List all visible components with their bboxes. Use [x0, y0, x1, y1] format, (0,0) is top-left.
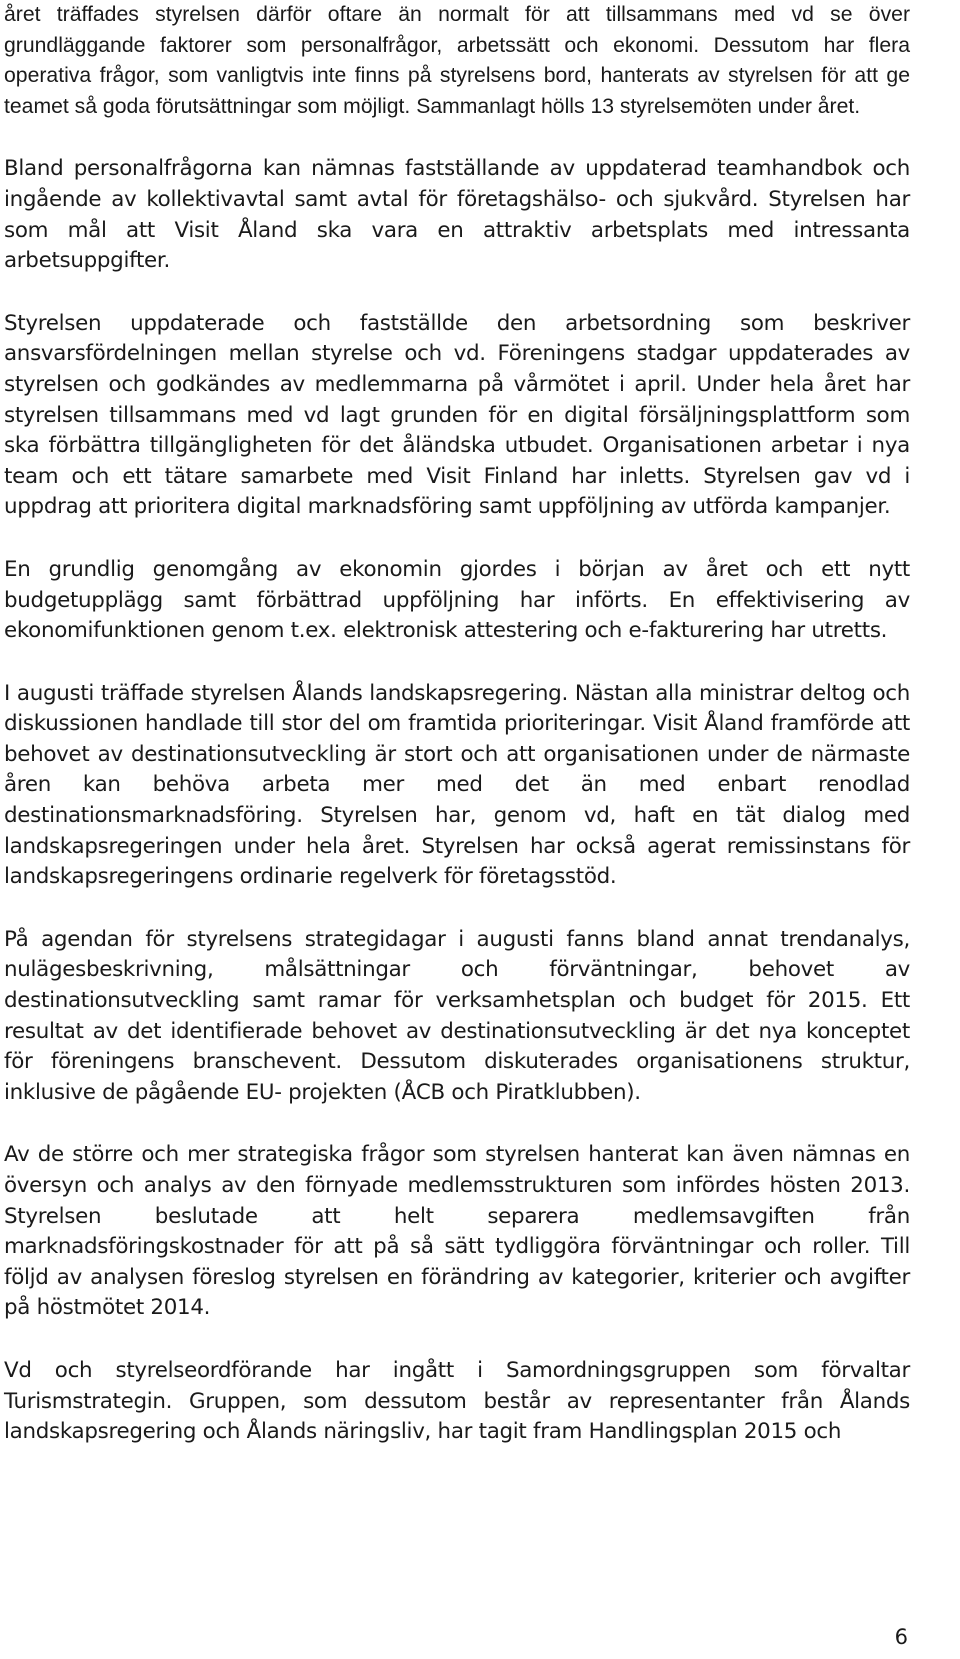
paragraph-economy-review: [4, 555, 910, 647]
page-number: 6: [894, 1625, 908, 1649]
text-segment: Ett resultat av det identifierade behovet av destinationsutveckling är det nya konceptet för föreningens branschevent.: [4, 988, 910, 1075]
text-segment: Under hela året har styrelsen tillsammans med vd lagt grunden för en digital försäljningsplattform som ska förbättra tillgängligheten för det åländska utbudet.: [4, 371, 910, 459]
text-segment: Organisationen arbetar i nya team och ett tätare samarbete med Visit Finland har inletts.: [4, 433, 910, 489]
paragraph-membership-structure: [4, 1140, 910, 1324]
text-segment: Av de större och mer strategiska frågor som styrelsen hanterat kan även nämnas en översyn och analys av den förnyade medlemsstrukturen som infördes hösten 2013.: [4, 1142, 910, 1198]
text-segment: Styrelsen uppdaterade och fastställde den arbetsordning som beskriver ansvarsfördelningen mellan styrelse och vd.: [4, 310, 910, 367]
paragraph-personnel-issues: [4, 154, 910, 276]
paragraph-government-meeting: [4, 679, 910, 893]
paragraph-board-meetings: [4, 0, 910, 122]
text-segment: året träffades styrelsen därför oftare än normalt för att tillsammans med vd se över grundläggande faktorer som personalfrågor, arbetssätt och ekonomi. Dessutom har flera operativa frågor, som vanligtvis inte finns på styrelsens bord, hanterats av styrelsen för att ge teamet så goda förutsättningar som möjligt.: [4, 3, 910, 118]
text-segment: Styrelsen har som mål att Visit Åland ska vara en attraktiv arbetsplats med intressanta arbetsuppgifter.: [4, 186, 910, 274]
document-page: [4, 0, 910, 1448]
paragraph-work-order: [4, 309, 910, 523]
text-segment: Vd och styrelseordförande har ingått i Samordningsgruppen som förvaltar Turismstrategin.: [4, 1357, 910, 1414]
text-segment: I augusti träffade styrelsen Ålands landskapsregering.: [4, 680, 575, 706]
text-segment: Styrelsen gav vd i uppdrag att prioritera digital marknadsföring samt uppföljning av utförda kampanjer.: [4, 463, 911, 520]
paragraph-coordination-group: [4, 1356, 910, 1448]
text-segment: Nästan alla ministrar deltog och diskussionen handlade till stor del om framtida prioriteringar.: [4, 680, 910, 737]
text-segment: Styrelsen beslutade att helt separera medlemsavgiften från marknadsföringskostnader för att på så sätt tydliggöra förväntningar och roller.: [4, 1203, 910, 1260]
paragraph-strategy-days: [4, 925, 910, 1109]
text-segment: Gruppen, som dessutom består av representanter från Ålands landskapsregering och Ålands näringsliv, har tagit fram Handlingsplan 2015 och: [4, 1388, 910, 1445]
text-segment: Föreningens stadgar uppdaterades av styrelsen och godkändes av medlemmarna på vårmötet i april.: [4, 341, 910, 397]
text-segment: Till följd av analysen föreslog styrelsen en förändring av kategorier, kriterier och avgifter på höstmötet 2014.: [4, 1234, 910, 1321]
text-segment: En grundlig genomgång av ekonomin gjordes i början av året och ett nytt budgetupplägg samt förbättrad uppföljning har införts.: [4, 556, 910, 613]
text-segment: Bland personalfrågorna kan nämnas fastställande av uppdaterad teamhandbok och ingående av kollektivavtal samt avtal för företagshälso- och sjukvård.: [4, 156, 910, 212]
text-segment: Styrelsen har också agerat remissinstans för landskapsregeringens ordinarie regelverk för företagsstöd.: [4, 833, 910, 890]
text-segment: Sammanlagt hölls 13 styrelsemöten under året.: [416, 94, 861, 118]
text-segment: Visit Åland framförde att behovet av destinationsutveckling är stort och att organisationen under de närmaste åren kan behöva arbeta mer med det än med enbart renodlad destinationsmarknadsföring.: [4, 711, 910, 829]
text-segment: En effektivisering av ekonomifunktionen genom t.ex. elektronisk attestering och e-fakturering har utretts.: [4, 587, 910, 644]
text-segment: Styrelsen har, genom vd, haft en tät dialog med landskapsregeringen under hela året.: [4, 803, 911, 859]
text-segment: Dessutom diskuterades organisationens struktur, inklusive de pågående EU- projekten (ÅCB och Piratklubben).: [4, 1049, 910, 1105]
text-segment: På agendan för styrelsens strategidagar i augusti fanns bland annat trendanalys, nulägesbeskrivning, målsättningar och förväntningar, behovet av destinationsutveckling samt ramar för verksamhetsplan och budget för 2015.: [4, 926, 910, 1014]
